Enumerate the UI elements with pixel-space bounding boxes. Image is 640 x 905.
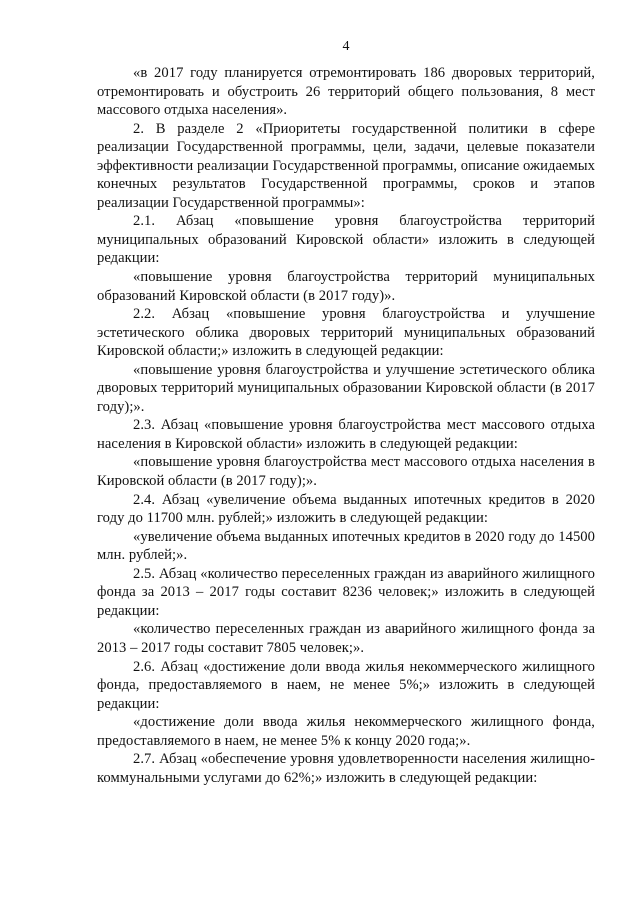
paragraph: «в 2017 году планируется отремонтировать 186 дворовых территорий, отремонтировать и обустроить 26 территорий общего пользования, 8 мест массового отдыха населения».	[97, 65, 595, 119]
paragraph: 2.3. Абзац «повышение уровня благоустройства мест массового отдыха населения в Кировской области» изложить в следующей редакции:	[97, 417, 595, 452]
paragraph: «повышение уровня благоустройства и улучшение эстетического облика дворовых территорий муниципальных образовании Кировской области (в 2017 году);».	[97, 361, 595, 415]
paragraph: «повышение уровня благоустройства территорий муниципальных образований Кировской области (в 2017 году)».	[97, 269, 595, 304]
paragraph: 2.7. Абзац «обеспечение уровня удовлетворенности населения жилищно-коммунальными услугами до 62%;» изложить в следующей редакции:	[97, 751, 595, 786]
document-page	[97, 38, 595, 787]
page-number: 4	[342, 39, 350, 54]
paragraph: 2.1. Абзац «повышение уровня благоустройства территорий муниципальных образований Кировской области» изложить в следующей редакции:	[97, 213, 595, 267]
paragraph: 2. В разделе 2 «Приоритеты государственной политики в сфере реализации Государственной программы, цели, задачи, целевые показатели эффективности реализации Государственной программы, описание ожидаемых конечных результатов Государственной программы, сроков и этапов реализации Государственной программы»:	[97, 120, 595, 211]
paragraph: 2.5. Абзац «количество переселенных граждан из аварийного жилищного фонда за 2013 – 2017 годы составит 8236 человек;» изложить в следующей редакции:	[97, 565, 595, 619]
paragraph: «количество переселенных граждан из аварийного жилищного фонда за 2013 – 2017 годы составит 7805 человек;».	[97, 621, 595, 656]
paragraph: 2.2. Абзац «повышение уровня благоустройства и улучшение эстетического облика дворовых территорий муниципальных образований Кировской области;» изложить в следующей редакции:	[97, 306, 595, 360]
paragraph: «повышение уровня благоустройства мест массового отдыха населения в Кировской области (в 2017 году);».	[97, 454, 595, 490]
paragraph: «увеличение объема выданных ипотечных кредитов в 2020 году до 14500 млн. рублей;».	[97, 528, 595, 564]
paragraph: «достижение доли ввода жилья некоммерческого жилищного фонда, предоставляемого в наем, не менее 5% к концу 2020 года;».	[97, 714, 595, 749]
paragraph: 2.4. Абзац «увеличение объема выданных ипотечных кредитов в 2020 году до 11700 млн. рублей;» изложить в следующей редакции:	[97, 491, 595, 527]
paragraph: 2.6. Абзац «достижение доли ввода жилья некоммерческого жилищного фонда, предоставляемого в наем, не менее 5%;» изложить в следующей редакции:	[97, 658, 595, 712]
